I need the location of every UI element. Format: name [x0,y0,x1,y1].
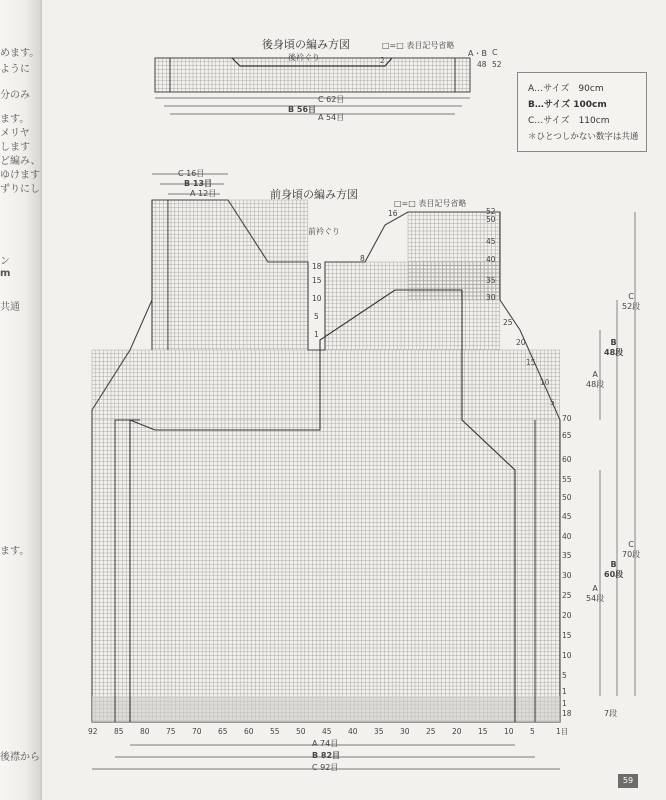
right-neck-num: 16 [388,209,398,218]
back-grid [155,58,470,92]
inner-row-num: 1 [314,330,319,339]
front-width-a: A 74目 [312,739,339,748]
stitch-scale-number: 45 [322,727,332,736]
binding-text-line: ゆけます [0,170,40,181]
row-scale-number: 18 [562,709,572,718]
stitch-scale-number: 40 [348,727,358,736]
front-width-b: B 82目 [312,751,341,760]
back-size-c-label: C [492,48,498,57]
front-ribbing-band [92,696,560,722]
front-side-c2: C 70段 [622,540,641,559]
inner-row-num: 15 [312,276,322,285]
front-side-b2: B 60段 [604,560,624,579]
row-scale-number: 65 [562,431,572,440]
legend-note: ＊ひとつしかない数字は共通 [528,132,639,142]
row-scale-number: 1 [562,687,567,696]
stitch-scale-number: 15 [478,727,488,736]
legend-size-c: C…サイズ 110cm [528,116,610,126]
row-scale-number: 50 [562,493,572,502]
stitch-scale-number: 75 [166,727,176,736]
front-symbol-note: □=□ 表目記号省略 [394,199,467,208]
row-scale-number: 40 [486,255,496,264]
row-scale-number: 30 [486,293,496,302]
row-scale-number: 1 [562,699,567,708]
back-row-52: 52 [492,60,502,69]
back-width-a: A 54目 [318,113,345,122]
front-middle-grid [92,350,560,420]
back-width-c: C 62目 [318,95,345,104]
row-scale-number: 45 [562,512,572,521]
binding-text-line: めます。 [0,48,40,59]
back-width-b: B 56目 [288,105,317,114]
row-scale-number: 45 [486,237,496,246]
front-side-a: A 48段 [586,370,605,389]
inner-row-num: 5 [314,312,319,321]
front-body-title: 前身頃の編み方図 [270,188,358,201]
row-scale-number: 35 [562,551,572,560]
stitch-scale-number: 50 [296,727,306,736]
binding-text-line: します [0,142,30,153]
slope-num: 5 [550,398,555,407]
stitch-scale-number: 1目 [556,727,569,736]
binding-text-line: m [0,268,11,279]
right-neck-num: 8 [360,254,365,263]
front-width-c: C 92目 [312,763,339,772]
inner-row-num: 10 [312,294,322,303]
stitch-scale-number: 10 [504,727,514,736]
binding-text-line: ン [0,256,10,267]
front-neckline-label: 前衿ぐり [308,227,340,236]
binding-text-line: ように [0,64,30,75]
stitch-scale-number: 30 [400,727,410,736]
stitch-scale-number: 85 [114,727,124,736]
row-scale-number: 20 [562,611,572,620]
inner-row-num: 18 [312,262,322,271]
binding-text-line: 後襟から [0,752,40,763]
front-center-grid [325,262,500,350]
stitch-scale-number: 5 [530,727,535,736]
slope-num: 25 [503,318,513,327]
row-scale-number: 52 [486,207,496,216]
back-size-ab-label: A・B [468,49,487,58]
stitch-scale-number: 20 [452,727,462,736]
front-rib-rows: 7段 [604,709,618,718]
stitch-scale-number: 25 [426,727,436,736]
row-scale-number: 5 [562,671,567,680]
back-neckline-label: 後衿ぐり [288,53,320,62]
stitch-scale-number: 65 [218,727,228,736]
row-scale-number: 40 [562,532,572,541]
front-side-c: C 52段 [622,292,641,311]
stitch-scale-number: 35 [374,727,384,736]
binding-text-line: 分のみ [0,90,30,101]
legend-size-b: B…サイズ 100cm [528,100,607,110]
stitch-scale-number: 70 [192,727,202,736]
front-body-grid [92,420,560,722]
binding-text-line: メリヤ [0,128,30,139]
back-symbol-note: □=□ 表目記号省略 [382,41,455,50]
row-scale-number: 30 [562,571,572,580]
front-left-shoulder-grid [152,200,308,350]
slope-num: 20 [516,338,526,347]
stitch-scale-number: 80 [140,727,150,736]
row-scale-number: 55 [562,475,572,484]
legend-size-a: A…サイズ 90cm [528,84,604,94]
stitch-scale-number: 60 [244,727,254,736]
row-scale-number: 25 [562,591,572,600]
front-side-b: B 48段 [604,338,624,357]
binding-text-line: ます。 [0,546,30,557]
row-scale-number: 15 [562,631,572,640]
binding-text-line: ます。 [0,114,30,125]
row-scale-number: 60 [562,455,572,464]
row-scale-number: 70 [562,414,572,423]
front-width-c-top: C 16目 [178,169,205,178]
front-width-a-top: A 12目 [190,189,217,198]
binding-text-line: ど編み、 [0,156,41,167]
row-scale-number: 10 [562,651,572,660]
back-num-2: 2 [380,56,385,65]
slope-num: 15 [526,358,536,367]
row-scale-number: 35 [486,276,496,285]
binding-text-line: 共通 [0,302,20,313]
back-row-48: 48 [477,60,487,69]
slope-num: 10 [540,378,550,387]
back-outline [155,58,470,92]
binding-text-line: ずりにし [0,184,40,195]
front-side-a2: A 54段 [586,584,605,603]
stitch-scale-number: 55 [270,727,280,736]
front-width-b-top: B 13目 [184,179,213,188]
back-body-title: 後身頃の編み方図 [262,38,350,51]
row-scale-number: 50 [486,215,496,224]
front-size-line-a [130,290,515,722]
page-number: 59 [618,774,638,788]
stitch-scale-number: 92 [88,727,98,736]
